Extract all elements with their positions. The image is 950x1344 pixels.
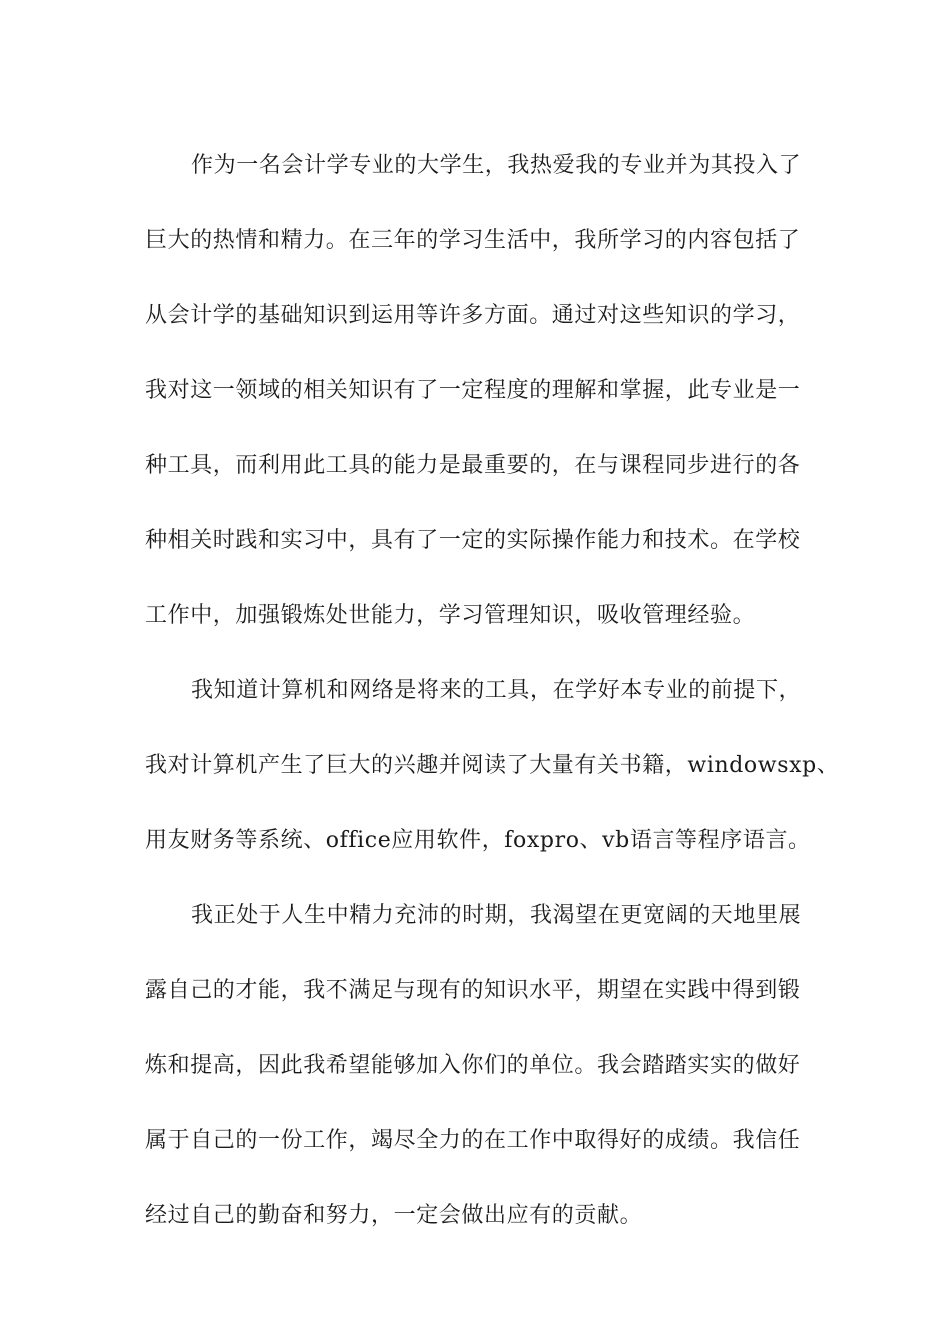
document-body — [145, 128, 840, 1253]
paragraph-line: 工作中，加强锻炼处世能力，学习管理知识，吸收管理经验。 — [145, 603, 756, 628]
paragraph-2 — [145, 653, 840, 878]
paragraph-line: 我对计算机产生了巨大的兴趣并阅读了大量有关书籍，windowsxp、 — [145, 753, 840, 778]
paragraph-line: 我知道计算机和网络是将来的工具，在学好本专业的前提下， — [191, 678, 802, 703]
paragraph-line: 用友财务等系统、office应用软件，foxpro、vb语言等程序语言。 — [145, 828, 811, 853]
paragraph-line: 从会计学的基础知识到运用等许多方面。通过对这些知识的学习， — [145, 303, 801, 328]
paragraph-line: 炼和提高，因此我希望能够加入你们的单位。我会踏踏实实的做好 — [145, 1053, 801, 1078]
paragraph-line: 我正处于人生中精力充沛的时期，我渴望在更宽阔的天地里展 — [191, 903, 802, 928]
paragraph-1 — [145, 128, 810, 653]
paragraph-line: 种工具，而利用此工具的能力是最重要的，在与课程同步进行的各 — [145, 453, 801, 478]
paragraph-line: 属于自己的一份工作，竭尽全力的在工作中取得好的成绩。我信任 — [145, 1128, 801, 1153]
paragraph-line: 巨大的热情和精力。在三年的学习生活中，我所学习的内容包括了 — [145, 228, 801, 253]
paragraph-line: 经过自己的勤奋和努力，一定会做出应有的贡献。 — [145, 1203, 643, 1228]
paragraph-line: 作为一名会计学专业的大学生，我热爱我的专业并为其投入了 — [191, 153, 802, 178]
paragraph-3 — [145, 878, 810, 1253]
paragraph-line: 我对这一领域的相关知识有了一定程度的理解和掌握，此专业是一 — [145, 378, 801, 403]
paragraph-line: 种相关时践和实习中，具有了一定的实际操作能力和技术。在学校 — [145, 528, 801, 553]
paragraph-line: 露自己的才能，我不满足与现有的知识水平，期望在实践中得到锻 — [145, 978, 801, 1003]
